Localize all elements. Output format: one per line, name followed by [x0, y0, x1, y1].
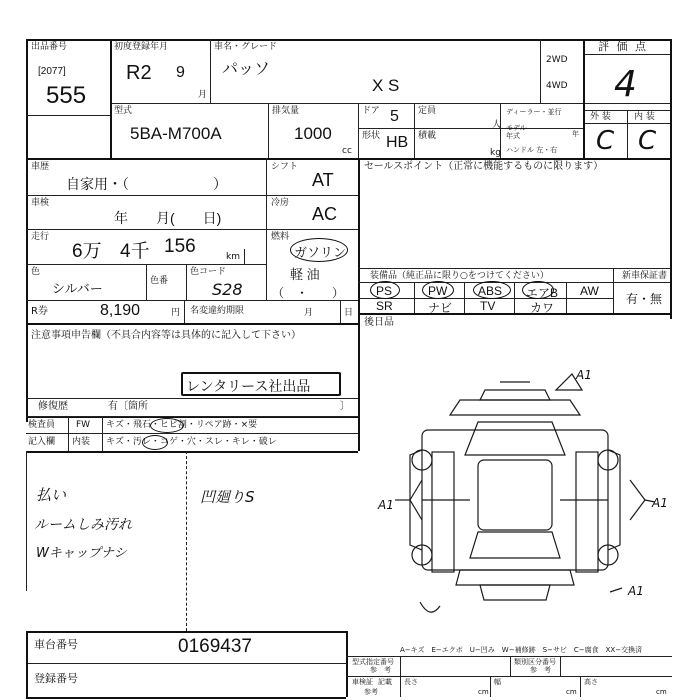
- equip-circle-airbag: [522, 281, 554, 299]
- v-notes-l: [26, 451, 27, 591]
- wd4-label: 4WD: [546, 81, 568, 91]
- inspection-label: 車検: [31, 198, 50, 208]
- height-label: 高さ: [584, 678, 598, 686]
- displacement: 1000: [294, 124, 332, 143]
- line-eval: [583, 54, 670, 55]
- car-name-label: 車名・グレード: [214, 42, 278, 52]
- v-reg: [210, 39, 211, 103]
- shift: AT: [312, 170, 334, 190]
- exterior-score: C: [596, 126, 615, 156]
- damage-top: A1: [576, 368, 592, 382]
- doors: 5: [390, 108, 399, 125]
- fuel-label: 燃料: [271, 232, 290, 242]
- damage-bottom-right: A1: [628, 584, 644, 598]
- lot-no: 555: [46, 82, 87, 109]
- type-ref: 参 考: [370, 666, 391, 674]
- capacity-label: 定員: [418, 106, 437, 116]
- v-cap: [414, 103, 415, 158]
- v-wd: [540, 39, 541, 103]
- damage-right: A1: [652, 496, 668, 510]
- v-rec-yen: [184, 300, 185, 323]
- v-info4: [490, 676, 491, 697]
- shift-label: シフト: [271, 162, 299, 172]
- height-cm: cm: [656, 688, 667, 696]
- recycle-label: R券: [31, 306, 48, 317]
- length-cm: cm: [478, 688, 489, 696]
- warranty-label: 新車保証書: [622, 271, 668, 281]
- category-no-label: 類別区分番号: [514, 658, 556, 666]
- rear-seat-label: 後日品: [364, 317, 394, 328]
- line-chassis-top: [26, 631, 346, 633]
- dealer-label: ディーラー・並行: [506, 108, 562, 116]
- note-3: Wキャップナシ: [36, 546, 127, 561]
- color-label: 色: [31, 267, 41, 277]
- equip-r2-3: TV: [480, 299, 496, 313]
- v-disp: [268, 103, 269, 158]
- history: 自家用・（ ）: [66, 176, 227, 192]
- length-label: 長さ: [404, 678, 418, 686]
- interior-row-label: 内装: [72, 437, 91, 447]
- line-fw-bottom: [26, 451, 358, 453]
- model-year-label-1: モデル: [506, 124, 527, 132]
- door-label: ドア: [362, 106, 380, 116]
- equip-circle-abs: [473, 281, 511, 299]
- line-chassis-mid: [26, 663, 346, 664]
- damage-left: A1: [378, 498, 394, 512]
- chassis-no: 0169437: [178, 636, 252, 657]
- model-label: 型式: [114, 106, 133, 116]
- wd2-label: 2WD: [546, 55, 568, 65]
- line-body: [358, 128, 583, 129]
- car-name: パッソ: [222, 61, 271, 78]
- equip-r1-2: PW: [428, 284, 448, 298]
- outer-top: [26, 39, 672, 41]
- v-eq1: [414, 282, 415, 313]
- equip-r2-2: ナビ: [428, 301, 453, 315]
- kg-label: kg: [490, 148, 501, 158]
- rental-stamp-text: レンタリース社出品: [186, 378, 311, 394]
- first-reg-label: 初度登録年月: [114, 42, 169, 52]
- line-row2: [26, 158, 670, 160]
- v-info1: [400, 656, 401, 697]
- v-lot: [110, 39, 112, 158]
- equipment-label: 装備品（純正品に限り○をつけてください）: [370, 271, 549, 281]
- fuel-paren: （ ・ ）: [272, 286, 345, 300]
- v-eq4: [566, 282, 567, 313]
- note-center: 凹廻りS: [200, 488, 255, 506]
- equip-r2-4: カワ: [530, 301, 555, 315]
- repair-close: 〕: [340, 401, 350, 412]
- outer-right: [670, 39, 672, 319]
- line-notes-bottom: [26, 398, 358, 399]
- aircon: AC: [312, 204, 338, 224]
- interior-label: 内 装: [634, 112, 655, 122]
- line-fw-mid: [26, 433, 358, 434]
- model: 5BA-M700A: [130, 124, 222, 143]
- repair-value: 有〔箇所: [108, 401, 148, 412]
- lot-small: [2077]: [38, 66, 66, 77]
- year-suffix: 年: [572, 130, 579, 138]
- history-label: 車歴: [31, 162, 50, 172]
- note-2: ルームしみ汚れ: [34, 517, 132, 533]
- inspection-date: 年 月( 日): [114, 210, 222, 226]
- line-recycle: [26, 323, 358, 325]
- interior-circle-mark: [142, 435, 168, 450]
- type-designation-label: 型式指定番号: [352, 658, 394, 666]
- equip-circle-ps: [370, 281, 400, 299]
- cert-ref: 参考: [364, 688, 378, 696]
- color-code: S28: [212, 280, 243, 299]
- line-row1: [110, 103, 670, 104]
- v-extint: [627, 110, 628, 158]
- grade: X S: [372, 76, 400, 95]
- fw-items: キズ・飛石・ヒビ割・リペア跡・×要: [106, 420, 258, 430]
- fw-label: FW: [76, 420, 91, 430]
- line-lotbottom: [26, 115, 110, 116]
- notes-label: 注意事項申告欄（不具合内容等は具体的に記入して下さい）: [31, 330, 301, 341]
- warranty-value: 有・無: [626, 292, 663, 306]
- load-label: 積載: [418, 131, 437, 141]
- color-code-label: 色コード: [190, 267, 227, 277]
- mileage-a: 6万: [72, 241, 102, 262]
- chassis-label: 車台番号: [34, 638, 78, 651]
- interior-items: キズ・汚レ・コゲ・穴・スレ・キレ・破レ: [106, 437, 277, 447]
- eval-score: 4: [614, 64, 637, 105]
- equip-circle-pw: [422, 281, 454, 299]
- v-chassis-l: [26, 631, 28, 697]
- month-label: 月: [304, 308, 314, 318]
- equip-r1-3: ABS: [478, 284, 503, 298]
- repair-label: 修復歴: [38, 401, 68, 412]
- exterior-label: 外 装: [590, 112, 611, 122]
- lot-no-label: 出品番号: [31, 42, 68, 52]
- inspector-label: 検査員: [28, 420, 56, 430]
- aircon-label: 冷房: [271, 198, 290, 208]
- reg-month-suffix: 月: [198, 90, 208, 100]
- body-shape: HB: [386, 134, 409, 151]
- line-info-top: [346, 656, 672, 657]
- v-info2: [510, 656, 511, 676]
- cc-label: cc: [342, 146, 352, 156]
- sales-point-label: セールスポイント（正常に機能するものに限ります）: [364, 161, 604, 172]
- v-info3: [560, 656, 561, 676]
- note-1: 払い: [36, 486, 67, 504]
- outer-left: [26, 39, 28, 422]
- equip-r1-1: PS: [376, 284, 393, 298]
- v-door: [358, 103, 359, 158]
- fw-circle-mark: [150, 418, 184, 433]
- color-no-label: 色番: [150, 276, 169, 286]
- v-shift: [266, 158, 267, 300]
- yen-label: 円: [171, 308, 181, 318]
- model-year-label-2: 年式: [506, 132, 520, 140]
- fuel-diesel: 軽 油: [290, 267, 320, 282]
- body-shape-label: 形状: [362, 131, 381, 141]
- equip-r1-4: エアB: [526, 286, 559, 300]
- v-name: [340, 300, 341, 323]
- v-info5: [580, 676, 581, 697]
- width-cm: cm: [566, 688, 577, 696]
- line-info-mid: [346, 676, 672, 677]
- cert-label-2: 記載: [378, 678, 392, 686]
- displacement-label: 排気量: [272, 106, 300, 116]
- fuel-circle: [290, 238, 348, 262]
- v-fw1: [68, 416, 69, 451]
- recycle: 8,190: [100, 302, 141, 319]
- interior-score: C: [638, 126, 657, 156]
- v-colorcode: [186, 264, 187, 300]
- reg-month: 9: [176, 64, 185, 81]
- equip-r1-5: AW: [580, 284, 599, 298]
- width-label: 幅: [494, 678, 501, 686]
- entry-label: 記入欄: [28, 437, 56, 447]
- mileage-label: 走行: [31, 232, 50, 242]
- v-notes-r: [186, 451, 187, 631]
- day-label: 日: [344, 308, 354, 318]
- line-chassis-bottom: [26, 697, 346, 699]
- equip-r2-1: SR: [376, 299, 393, 313]
- v-eval: [583, 39, 585, 158]
- reg-era: R2: [126, 62, 152, 84]
- mileage-b: 4千: [120, 241, 150, 262]
- km-label: km: [226, 252, 240, 262]
- fuel-gas: ガソリン: [294, 245, 347, 260]
- grade-eval-label: 評 価 点: [598, 40, 648, 53]
- handle-label: ハンドル 左・右: [506, 146, 558, 154]
- v-colorno: [146, 264, 147, 300]
- color: シルバー: [52, 281, 103, 296]
- line-equip-bottom: [358, 313, 670, 315]
- damage-legend: A−キズ E−エクボ U−凹み W−補修跡 S−サビ C−腐食 XX−交換済: [400, 646, 643, 654]
- v-chassis-r: [346, 631, 348, 697]
- reg-no-label: 登録番号: [34, 672, 78, 685]
- category-ref: 参 考: [530, 666, 551, 674]
- line-fw-top: [26, 416, 358, 417]
- v-eq3: [514, 282, 515, 313]
- v-eq5: [613, 268, 614, 313]
- mileage-c: 156: [164, 236, 196, 257]
- v-eq2: [464, 282, 465, 313]
- v-fw2: [102, 416, 103, 451]
- name-change-label: 名変違約期限: [190, 306, 245, 316]
- line-equip-top: [358, 268, 670, 269]
- cert-label-1: 車検証: [352, 678, 373, 686]
- person-label: 人: [492, 120, 502, 130]
- v-km: [244, 249, 245, 264]
- line-hist: [26, 195, 358, 196]
- car-diagram: [360, 360, 670, 640]
- line-insp: [26, 229, 358, 230]
